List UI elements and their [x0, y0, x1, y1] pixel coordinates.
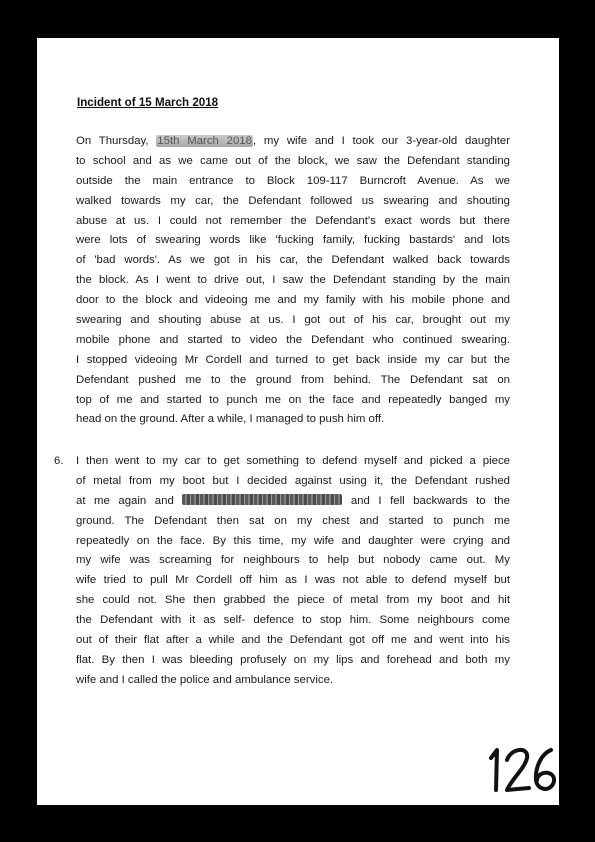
paragraph-line: Defendant pushed me to the ground from behind. The Defendant sat on: [76, 373, 510, 386]
highlighted-date: 15th March 2018: [157, 135, 252, 147]
paragraph-number: 6.: [54, 455, 64, 467]
redaction-mark: [182, 494, 342, 505]
paragraph-line: swearing and shouting abuse at us. I got out of his car, brought out my: [76, 314, 510, 327]
paragraph-line: wife tried to pull Mr Cordell off him as I was not able to defend myself but: [76, 574, 510, 587]
document-page: [37, 38, 559, 805]
section-heading: Incident of 15 March 2018: [77, 96, 219, 109]
paragraph-line: the block. As I went to drive out, I saw the Defendant standing by the main: [76, 274, 510, 287]
paragraph-line: out of their flat after a while and the Defendant got off me and went into his: [76, 634, 510, 647]
handwritten-page-number: [483, 744, 559, 794]
paragraph-line: she could not. She then grabbed the piece of metal from my boot and hit: [76, 594, 510, 607]
paragraph-line: to school and as we came out of the block, we saw the Defendant standing: [76, 154, 510, 167]
paragraph-line: mobile phone and started to video the Defendant who continued swearing.: [76, 333, 510, 346]
paragraph-line: flat. By then I was bleeding profusely on my lips and forehead and both my: [76, 653, 510, 666]
paragraph-line: my wife was screaming for neighbours to help but nobody came out. My: [76, 554, 510, 567]
paragraph-line: were lots of swearing words like 'fucking family, fucking bastards' and lots: [76, 234, 510, 247]
paragraph-line: I then went to my car to get something to defend myself and picked a piece: [76, 455, 510, 467]
paragraph-line: wife and I called the police and ambulance service.: [76, 673, 334, 686]
paragraph-line: abuse at us. I could not remember the Defendant's exact words but there: [76, 214, 510, 227]
paragraph-line: On Thursday, 15th March 2018, my wife and I took our 3-year-old daughter: [76, 135, 510, 147]
paragraph-line: at me again and and I fell backwards to the: [76, 494, 510, 507]
paragraph-6: [76, 452, 510, 691]
paragraph-line: top of me and started to punch me on the face and repeatedly banged my: [76, 393, 510, 406]
paragraph-line: ground. The Defendant then sat on my chest and started to punch me: [76, 514, 510, 527]
paragraph-line: the Defendant with it as self- defence to stop him. Some neighbours come: [76, 614, 510, 627]
paragraph-line: repeatedly on the face. By this time, my wife and daughter were crying and: [76, 534, 510, 547]
paragraph-line: walked towards my car, the Defendant followed us swearing and shouting: [76, 194, 510, 207]
paragraph-line: head on the ground. After a while, I managed to push him off.: [76, 413, 385, 426]
paragraph-line: outside the main entrance to Block 109-117 Burncroft Avenue. As we: [76, 174, 510, 187]
paragraph-line: of metal from my boot but I decided against using it, the Defendant rushed: [76, 474, 510, 487]
paragraph-1: [76, 132, 510, 430]
paragraph-line: of 'bad words'. As we got in his car, the Defendant walked back towards: [76, 254, 510, 267]
paragraph-line: door to the block and videoing me and my family with his mobile phone and: [76, 294, 510, 307]
paragraph-line: I stopped videoing Mr Cordell and turned to get back inside my car but the: [76, 353, 510, 366]
